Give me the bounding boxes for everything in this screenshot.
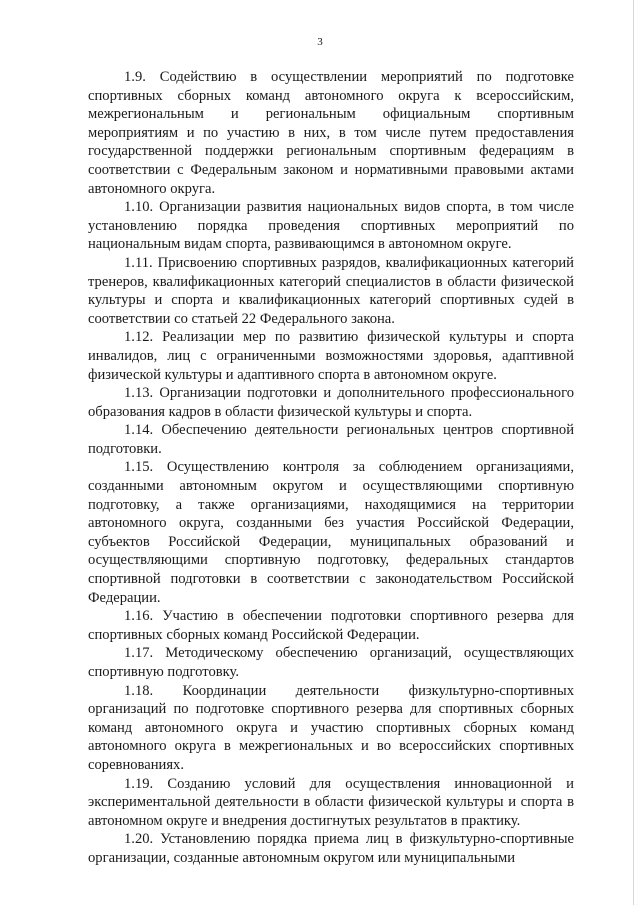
paragraph-1-15: 1.15. Осуществлению контроля за соблюдением организациями, созданными автономным округом и осуществляющими спортивную подготовку, а также организациями, находящимися на территории автономного округа, созданными без участия Российской Федерации, субъектов Российской Федерации, муниципальных образований и осуществляющими спортивную подготовку, федеральных стандартов спортивной подготовки в соответствии с законодательством Российской Федерации.	[88, 459, 574, 606]
paragraph-1-20: 1.20. Установлению порядка приема лиц в физкультурно-спортивные организации, созданные автономным округом или муниципальными	[88, 831, 574, 866]
paragraph-1-9: 1.9. Содействию в осуществлении мероприятий по подготовке спортивных сборных команд автономного округа к всероссийским, межрегиональным и региональным официальным спортивным мероприятиям и по участию в них, в том числе путем предоставления государственной поддержки региональным спортивным федерациям в соответствии с Федеральным законом и нормативными правовыми актами автономного округа.	[88, 69, 574, 197]
paragraph-1-12: 1.12. Реализации мер по развитию физической культуры и спорта инвалидов, лиц с ограниченными возможностями здоровья, адаптивной физической культуры и адаптивного спорта в автономном округе.	[88, 329, 574, 383]
document-body	[88, 68, 574, 868]
page-number: 3	[317, 36, 323, 48]
paragraph-1-16: 1.16. Участию в обеспечении подготовки спортивного резерва для спортивных сборных команд Российской Федерации.	[88, 608, 574, 643]
paragraph-1-14: 1.14. Обеспечению деятельности региональных центров спортивной подготовки.	[88, 422, 574, 457]
paragraph-1-11: 1.11. Присвоению спортивных разрядов, квалификационных категорий тренеров, квалификационных категорий специалистов в области физической культуры и спорта и квалификационных категорий спортивных судей в соответствии со статьей 22 Федерального закона.	[88, 254, 574, 327]
paragraph-1-18: 1.18. Координации деятельности физкультурно-спортивных организаций по подготовке спортивного резерва для спортивных сборных команд автономного округа и участию спортивных сборных команд автономного округа в межрегиональных и во всероссийских спортивных соревнованиях.	[88, 682, 574, 773]
paragraph-1-13: 1.13. Организации подготовки и дополнительного профессионального образования кадров в области физической культуры и спорта.	[88, 385, 574, 420]
paragraph-1-10: 1.10. Организации развития национальных видов спорта, в том числе установлению порядка проведения спортивных мероприятий по национальным видам спорта, развивающимся в автономном округе.	[88, 199, 574, 253]
paragraph-1-19: 1.19. Созданию условий для осуществления инновационной и экспериментальной деятельности в области физической культуры и спорта в автономном округе и внедрения достигнутых результатов в практику.	[88, 775, 574, 829]
paragraph-1-17: 1.17. Методическому обеспечению организаций, осуществляющих спортивную подготовку.	[88, 645, 574, 680]
